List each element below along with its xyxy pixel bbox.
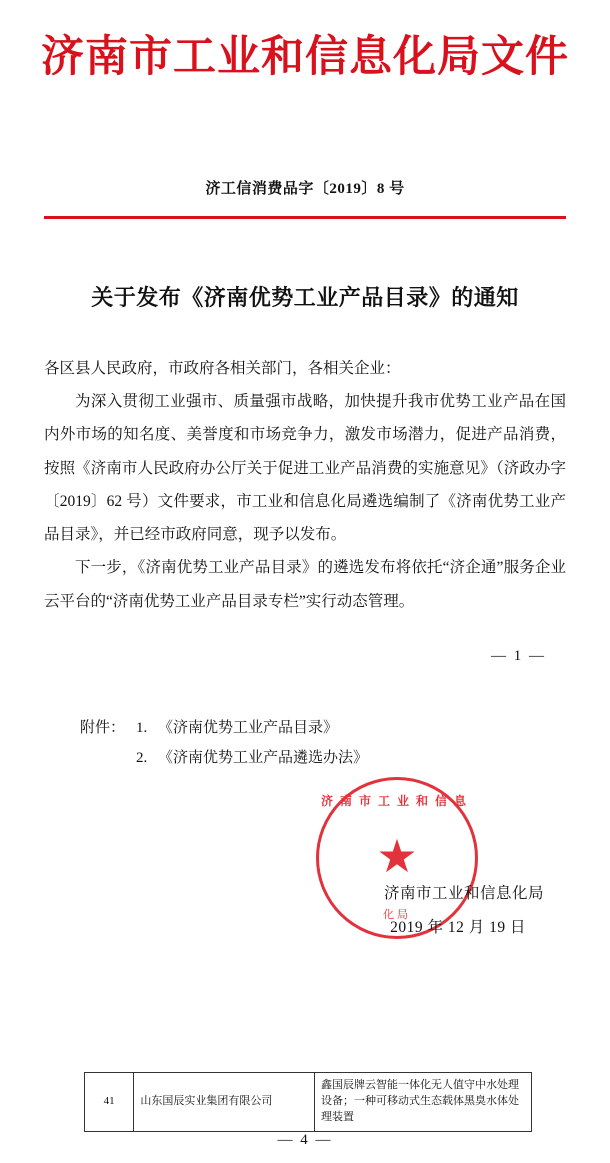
- table-row: [85, 1073, 532, 1131]
- attachment-index: 2.: [136, 750, 148, 767]
- attachment-index: 1.: [136, 720, 148, 737]
- document-number: 济工信消费品字〔2019〕8 号: [205, 181, 405, 198]
- attachment-list: [80, 713, 610, 773]
- page-title: 关于发布《济南优势工业产品目录》的通知: [91, 284, 519, 310]
- attachment-label: 附件：: [80, 720, 126, 737]
- document-body: [44, 352, 566, 619]
- issuing-organization: 济南市工业和信息化局: [383, 885, 544, 903]
- attachment-title: 《济南优势工业产品遴选办法》: [158, 750, 369, 767]
- attachment-item: [80, 713, 610, 743]
- body-paragraph-1: 为深入贯彻工业强市、质量强市战略，加快提升我市优势工业产品在国内外市场的知名度、美誉度和市场竞争力，激发市场潜力，促进产品消费，按照《济南市人民政府办公厅关于促进工业产品消费的实施意见》（济政办字〔2019〕62 号）文件要求，市工业和信息化局遴选编制了《济南优势工业产品目录》，并已经市政府同意，现予以发布。: [44, 392, 566, 544]
- table-cell-number: 41: [85, 1073, 134, 1131]
- signature-block: [0, 795, 610, 965]
- product-table: [84, 1073, 532, 1131]
- seal-star-icon: ★: [376, 831, 418, 883]
- table-cell-company: 山东国辰实业集团有限公司: [134, 1073, 315, 1131]
- body-salutation: 各区县人民政府，市政府各相关部门，各相关企业：: [44, 359, 401, 377]
- masthead-title: 济南市工业和信息化局文件: [41, 32, 569, 82]
- table-fragment: [84, 1072, 532, 1132]
- body-paragraph-2: 下一步，《济南优势工业产品目录》的遴选发布将依托“济企通”服务企业云平台的“济南优势工业产品目录专栏”实行动态管理。: [44, 559, 566, 610]
- page-number-top: — 1 —: [491, 648, 546, 665]
- attachment-title: 《济南优势工业产品目录》: [158, 720, 339, 737]
- seal-top-text: 济南市工业和信息: [320, 794, 473, 809]
- seal-bottom-text: 化局: [383, 909, 411, 922]
- red-divider-rule: [44, 216, 566, 219]
- table-cell-product: 鑫国辰牌云智能一体化无人值守中水处理设备；一种可移动式生态载体黑臭水体处理装置: [314, 1073, 531, 1131]
- page-number-bottom: — 4 —: [277, 1132, 333, 1148]
- issue-date: 2019 年 12 月 19 日: [390, 919, 526, 937]
- attachment-label-spacer: [80, 743, 136, 773]
- masthead: [0, 0, 610, 81]
- attachment-item: [80, 743, 610, 773]
